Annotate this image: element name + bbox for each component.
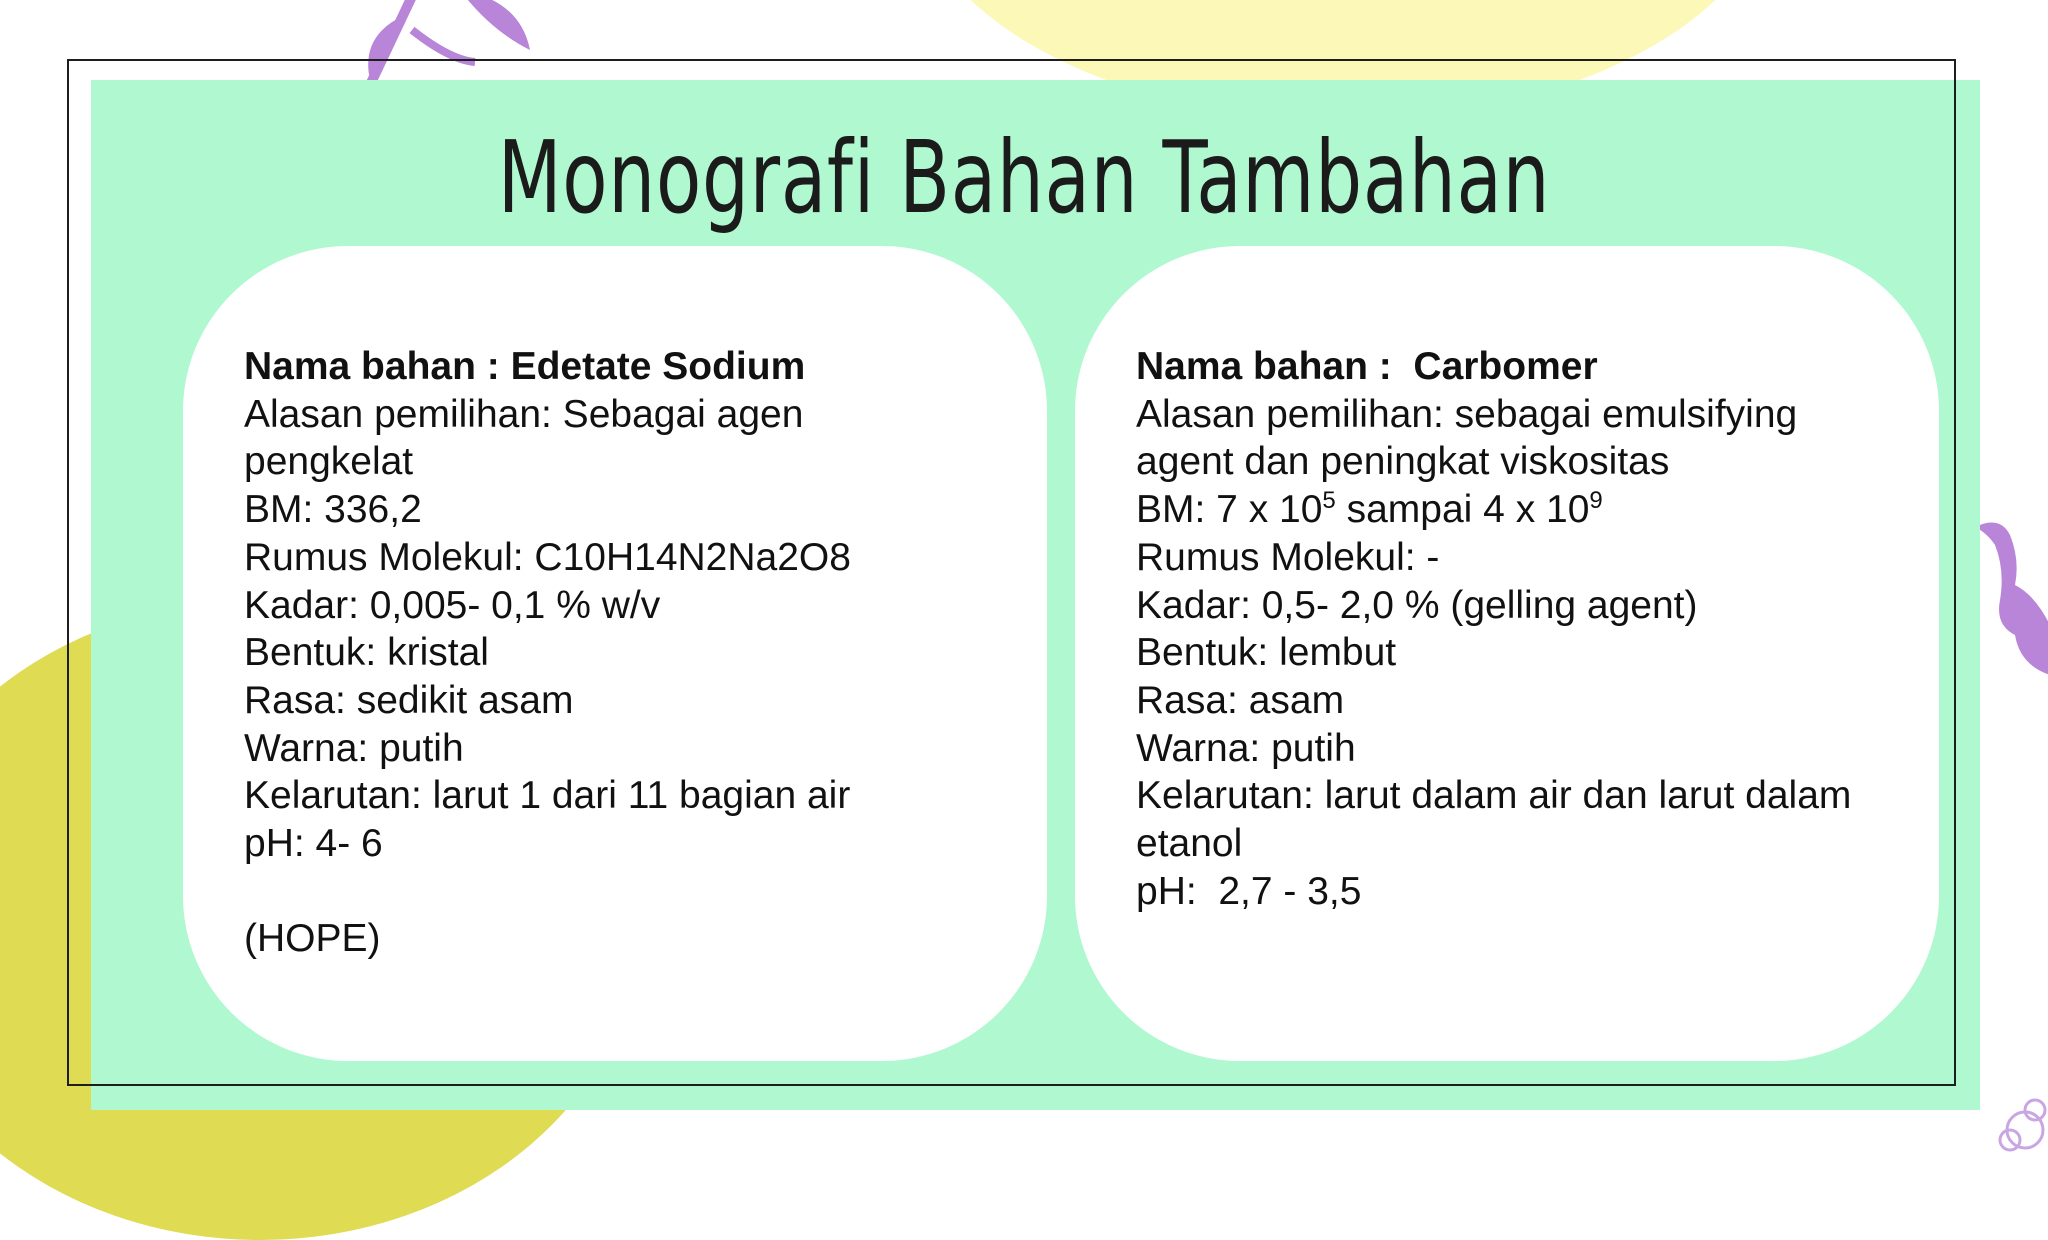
concentration: Kadar: 0,005- 0,1 % w/v bbox=[244, 583, 661, 627]
reference-source: (HOPE) bbox=[244, 917, 381, 961]
material-name: Nama bahan : Edetate Sodium bbox=[244, 345, 806, 388]
carbomer-card bbox=[1075, 246, 1939, 1061]
bm-exponent-1: 5 bbox=[1322, 487, 1336, 515]
selection-reason-cont: agent dan peningkat viskositas bbox=[1136, 440, 1670, 484]
molecular-weight: BM: 336,2 bbox=[244, 488, 422, 532]
leaf-right-icon bbox=[1975, 515, 2048, 675]
ph-range: pH: 2,7 - 3,5 bbox=[1136, 869, 1362, 913]
taste: Rasa: sedikit asam bbox=[244, 678, 574, 722]
edetate-sodium-card bbox=[183, 246, 1047, 1061]
selection-reason: Alasan pemilihan: sebagai emulsifying bbox=[1136, 392, 1798, 436]
color: Warna: putih bbox=[1136, 726, 1356, 770]
solubility: Kelarutan: larut dalam air dan larut dalam bbox=[1136, 774, 1852, 818]
concentration: Kadar: 0,5- 2,0 % (gelling agent) bbox=[1136, 583, 1698, 627]
ph-range: pH: 4- 6 bbox=[244, 822, 383, 866]
form: Bentuk: lembut bbox=[1136, 631, 1397, 675]
solubility-cont: etanol bbox=[1136, 822, 1243, 866]
selection-reason: Alasan pemilihan: Sebagai agen bbox=[244, 392, 804, 436]
molecular-formula: Rumus Molekul: C10H14N2Na2O8 bbox=[244, 535, 851, 579]
bm-middle: sampai 4 x 10 bbox=[1335, 488, 1590, 532]
taste: Rasa: asam bbox=[1136, 678, 1345, 722]
slide-title: Monografi Bahan Tambahan bbox=[497, 119, 1551, 236]
molecular-formula: Rumus Molekul: - bbox=[1136, 535, 1440, 579]
bm-exponent-2: 9 bbox=[1589, 487, 1603, 515]
flower-outline-icon bbox=[1990, 1095, 2048, 1152]
material-name: Nama bahan : Carbomer bbox=[1136, 345, 1598, 388]
solubility: Kelarutan: larut 1 dari 11 bagian air bbox=[244, 774, 851, 818]
selection-reason-cont: pengkelat bbox=[244, 440, 414, 484]
color: Warna: putih bbox=[244, 726, 464, 770]
molecular-weight bbox=[1136, 486, 1939, 534]
form: Bentuk: kristal bbox=[244, 631, 489, 675]
bm-prefix: BM: 7 x 10 bbox=[1136, 488, 1323, 532]
